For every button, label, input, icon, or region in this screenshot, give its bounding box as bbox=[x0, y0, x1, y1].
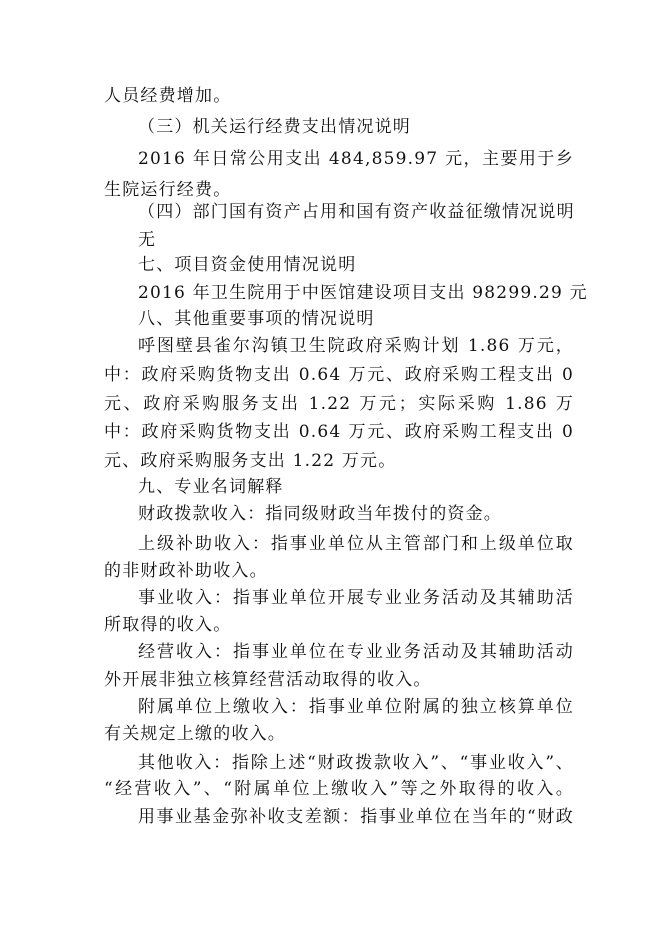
paragraph-line: 生院运行经费。 bbox=[104, 180, 232, 200]
paragraph-line: 所取得的收入。 bbox=[104, 615, 232, 635]
paragraph-line: 的非财政补助收入。 bbox=[104, 561, 268, 581]
term-definition: 附属单位上缴收入：指事业单位附属的独立核算单位 bbox=[138, 697, 574, 717]
section-heading: 九、专业名词解释 bbox=[138, 477, 284, 497]
paragraph-line: “经营收入”、“附属单位上缴收入”等之外取得的收入。 bbox=[104, 779, 574, 799]
paragraph-line: 元、政府采购服务支出 1.22 万元。 bbox=[104, 451, 397, 471]
paragraph-line: 人员经费增加。 bbox=[104, 86, 232, 106]
paragraph-line: 元、政府采购服务支出 1.22 万元；实际采购 1.86 万 bbox=[104, 394, 574, 414]
section-heading: 七、项目资金使用情况说明 bbox=[138, 255, 357, 275]
term-definition: 事业收入：指事业单位开展专业业务活动及其辅助活 bbox=[138, 588, 574, 608]
paragraph-line: 中：政府采购货物支出 0.64 万元、政府采购工程支出 0 bbox=[104, 422, 574, 442]
term-definition: 用事业基金弥补收支差额：指事业单位在当年的“财政 bbox=[138, 807, 574, 827]
paragraph-line: 外开展非独立核算经营活动取得的收入。 bbox=[104, 670, 432, 690]
section-heading: （三）机关运行经费支出情况说明 bbox=[138, 117, 411, 137]
paragraph-line: 2016 年日常公用支出 484,859.97 元，主要用于乡 bbox=[138, 149, 574, 169]
paragraph-line: 2016 年卫生院用于中医馆建设项目支出 98299.29 元 bbox=[138, 283, 588, 303]
section-heading: 八、其他重要事项的情况说明 bbox=[138, 309, 375, 329]
term-definition: 财政拨款收入：指同级财政当年拨付的资金。 bbox=[138, 504, 502, 524]
paragraph-line: 有关规定上缴的收入。 bbox=[104, 724, 286, 744]
term-definition: 经营收入：指事业单位在专业业务活动及其辅助活动 bbox=[138, 642, 574, 662]
paragraph-line: 无 bbox=[138, 230, 157, 250]
term-definition: 上级补助收入：指事业单位从主管部门和上级单位取 bbox=[138, 534, 574, 554]
term-definition: 其他收入：指除上述“财政拨款收入”、“事业收入”、 bbox=[138, 753, 574, 773]
section-heading: （四）部门国有资产占用和国有资产收益征缴情况说明 bbox=[138, 202, 575, 222]
paragraph-line: 呼图壁县雀尔沟镇卫生院政府采购计划 1.86 万元， bbox=[138, 336, 574, 356]
paragraph-line: 中：政府采购货物支出 0.64 万元、政府采购工程支出 0 bbox=[104, 365, 574, 385]
